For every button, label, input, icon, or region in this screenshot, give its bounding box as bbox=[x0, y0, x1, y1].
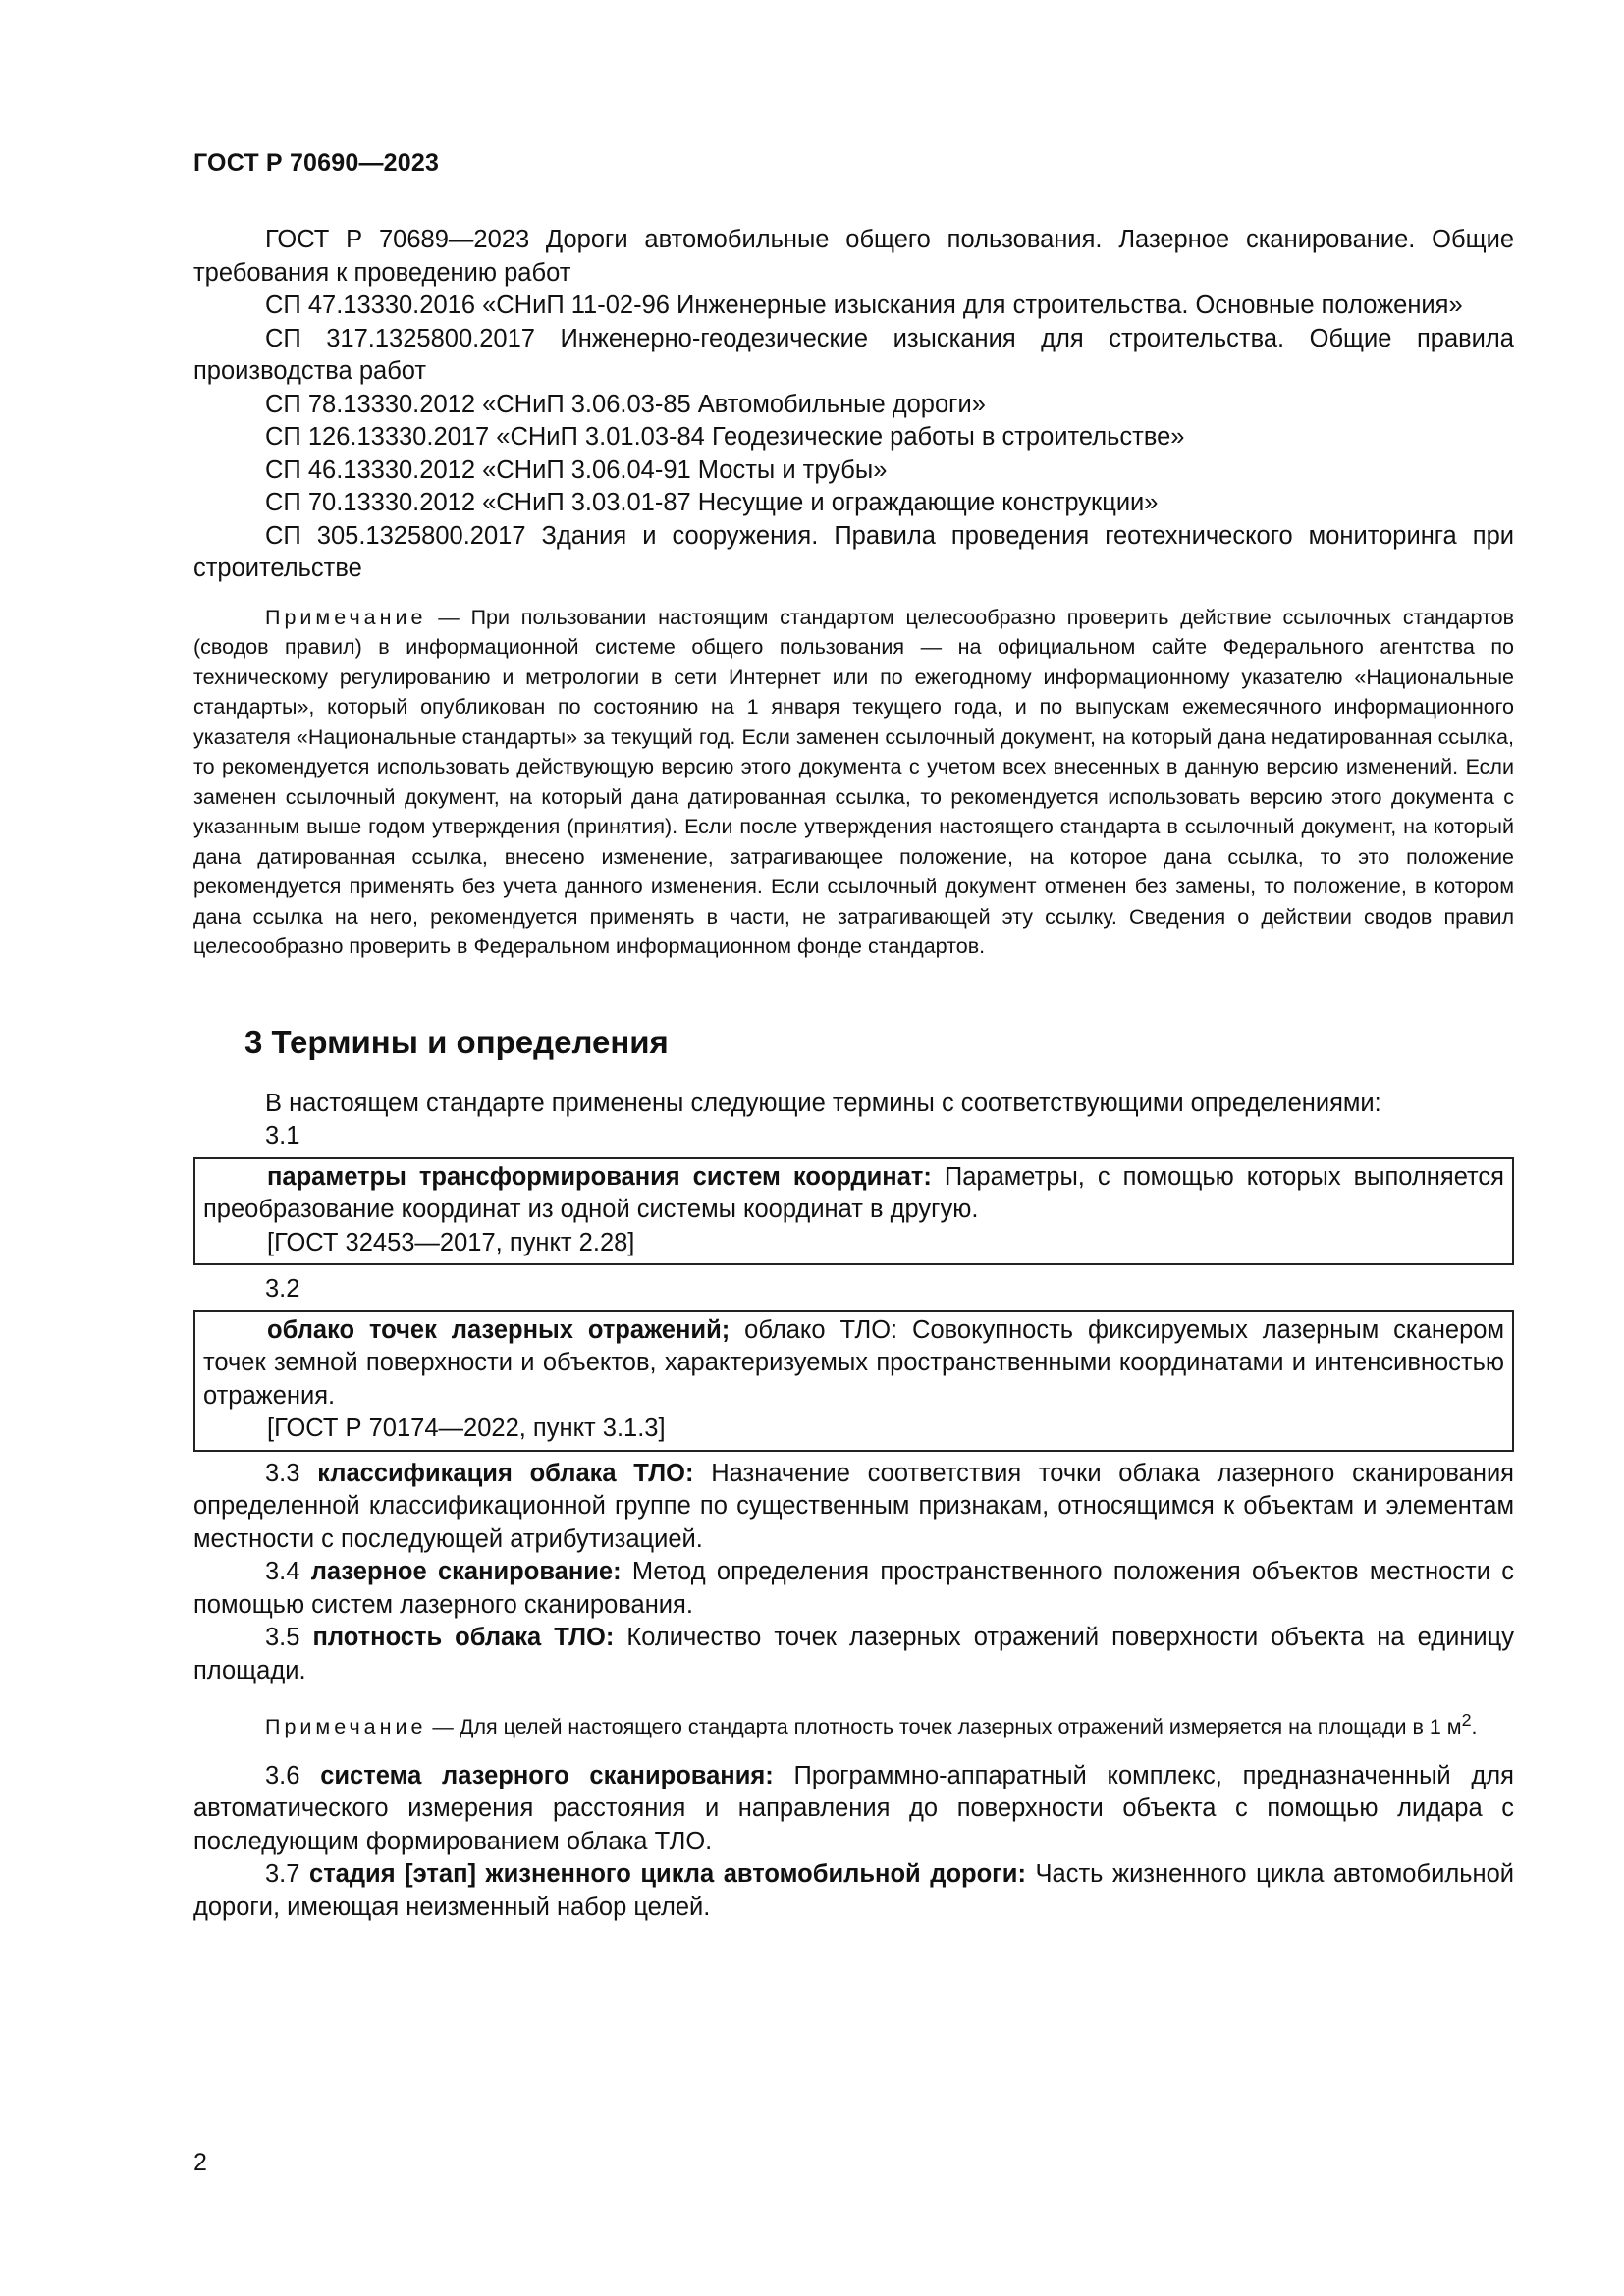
term-name: система лазерного сканирования: bbox=[320, 1761, 774, 1789]
term-name: облако точек лазерных отражений; bbox=[267, 1315, 731, 1344]
term-name: плотность облака ТЛО: bbox=[312, 1624, 615, 1651]
term-name: параметры трансформирования систем координат: bbox=[267, 1162, 932, 1191]
definition-text: Назначение соответствия точки облака лазерного сканирования определенной классификационной группе по существенным признакам, относящимся к объектам и элементам местности с последующей атрибутизацией. bbox=[193, 1459, 1514, 1553]
term-name: лазерное сканирование: bbox=[310, 1558, 622, 1585]
reference-item: СП 305.1325800.2017 Здания и сооружения. Правила проведения геотехнического мониторинга при строительстве bbox=[193, 521, 1514, 582]
definition-text: Метод определения пространственного положения объектов местности с помощью систем лазерного сканирования. bbox=[193, 1558, 1514, 1619]
term-3-5 bbox=[193, 1622, 1514, 1687]
term-3-7 bbox=[193, 1858, 1514, 1924]
definition-text: Часть жизненного цикла автомобильной дороги, имеющая неизменный набор целей. bbox=[193, 1860, 1514, 1921]
term-3-4 bbox=[193, 1556, 1514, 1622]
reference-item: СП 317.1325800.2017 Инженерно-геодезические изыскания для строительства. Общие правила производства работ bbox=[193, 324, 1514, 385]
term-number: 3.6 bbox=[265, 1761, 321, 1789]
term-name: стадия [этап] жизненного цикла автомобильной дороги: bbox=[309, 1860, 1026, 1889]
page-content bbox=[193, 224, 1514, 1924]
term-3-3 bbox=[193, 1458, 1514, 1557]
note-label: Примечание bbox=[265, 605, 427, 629]
note-superscript: 2 bbox=[1461, 1710, 1472, 1730]
reference-item: ГОСТ Р 70689—2023 Дороги автомобильные общего пользования. Лазерное сканирование. Общие требования к проведению работ bbox=[193, 226, 1514, 287]
reference-item: СП 46.13330.2012 «СНиП 3.06.04-91 Мосты и трубы» bbox=[265, 455, 888, 484]
definition-text: Количество точек лазерных отражений поверхности объекта на единицу площади. bbox=[193, 1624, 1514, 1684]
term-number: 3.2 bbox=[265, 1275, 300, 1303]
reference-item: СП 47.13330.2016 «СНиП 11-02-96 Инженерные изыскания для строительства. Основные положения» bbox=[265, 292, 1463, 319]
term-number: 3.1 bbox=[265, 1122, 300, 1149]
term-3-6 bbox=[193, 1760, 1514, 1859]
note-text: — При пользовании настоящим стандартом целесообразно проверить действие ссылочных стандартов (сводов правил) в информационной системе общего пользования — на официальном сайте Федерального агентства по техническому регулированию и метрологии в сети Интернет или по ежегодному информационному указателю «Национальные стандарты», который опубликован по состоянию на 1 января текущего года, и по выпускам ежемесячного информационного указателя «Национальные стандарты» за текущий год. Если заменен ссылочный документ, на который дана недатированная ссылка, то рекомендуется использовать действующую версию этого документа с учетом всех внесенных в данную версию изменений. Если заменен ссылочный документ, на который дана датированная ссылка, то рекомендуется использовать версию этого документа с указанным выше годом утверждения (принятия). Если после утверждения настоящего стандарта в ссылочный документ, на который дана датированная ссылка, внесено изменение, затрагивающее положение, на которое дана ссылка, то это положение рекомендуется применять без учета данного изменения. Если ссылочный документ отменен без замены, то положение, в котором дана ссылка на него, рекомендуется применять в части, не затрагивающей эту ссылку. Сведения о действии сводов правил целесообразно проверить в Федеральном информационном фонде стандартов. bbox=[193, 605, 1514, 958]
term-box-3-2 bbox=[193, 1310, 1514, 1452]
section-heading: 3 Термины и определения bbox=[244, 1023, 669, 1060]
term-number: 3.3 bbox=[265, 1459, 318, 1487]
reference-item: СП 78.13330.2012 «СНиП 3.06.03-85 Автомобильные дороги» bbox=[265, 390, 986, 418]
note-end: . bbox=[1471, 1715, 1478, 1739]
normative-references-list bbox=[193, 224, 1514, 586]
document-code-header: ГОСТ Р 70690—2023 bbox=[193, 149, 440, 177]
density-note bbox=[193, 1705, 1514, 1742]
term-source: [ГОСТ Р 70174—2022, пункт 3.1.3] bbox=[267, 1415, 666, 1442]
note-text: — Для целей настоящего стандарта плотность точек лазерных отражений измеряется на площади в 1 м bbox=[426, 1715, 1462, 1739]
term-name: классификация облака ТЛО: bbox=[317, 1459, 694, 1487]
definition-text: Программно-аппаратный комплекс, предназначенный для автоматического измерения расстояния и направления до поверхности объекта с помощью лидара с последующим формированием облака ТЛО. bbox=[193, 1761, 1514, 1855]
term-box-3-1 bbox=[193, 1157, 1514, 1266]
term-source: [ГОСТ 32453—2017, пункт 2.28] bbox=[267, 1228, 635, 1256]
section-intro: В настоящем стандарте применены следующие термины с соответствующими определениями: bbox=[265, 1089, 1381, 1117]
definition-text: Параметры, с помощью которых выполняется преобразование координат из одной системы координат в другую. bbox=[203, 1162, 1504, 1223]
definition-text: облако ТЛО: Совокупность фиксируемых лазерным сканером точек земной поверхности и объектов, характеризуемых пространственными координатами и интенсивностью отражения. bbox=[203, 1315, 1504, 1410]
reference-item: СП 70.13330.2012 «СНиП 3.03.01-87 Несущие и ограждающие конструкции» bbox=[265, 489, 1159, 516]
references-note bbox=[193, 603, 1514, 962]
term-number: 3.7 bbox=[265, 1860, 310, 1889]
term-number: 3.4 bbox=[265, 1558, 311, 1585]
term-number: 3.5 bbox=[265, 1624, 313, 1651]
term-definition bbox=[203, 1314, 1504, 1414]
page-number: 2 bbox=[193, 2149, 207, 2176]
term-definition bbox=[203, 1161, 1504, 1227]
note-label: Примечание bbox=[265, 1715, 427, 1739]
reference-item: СП 126.13330.2017 «СНиП 3.01.03-84 Геодезические работы в строительстве» bbox=[265, 423, 1185, 451]
